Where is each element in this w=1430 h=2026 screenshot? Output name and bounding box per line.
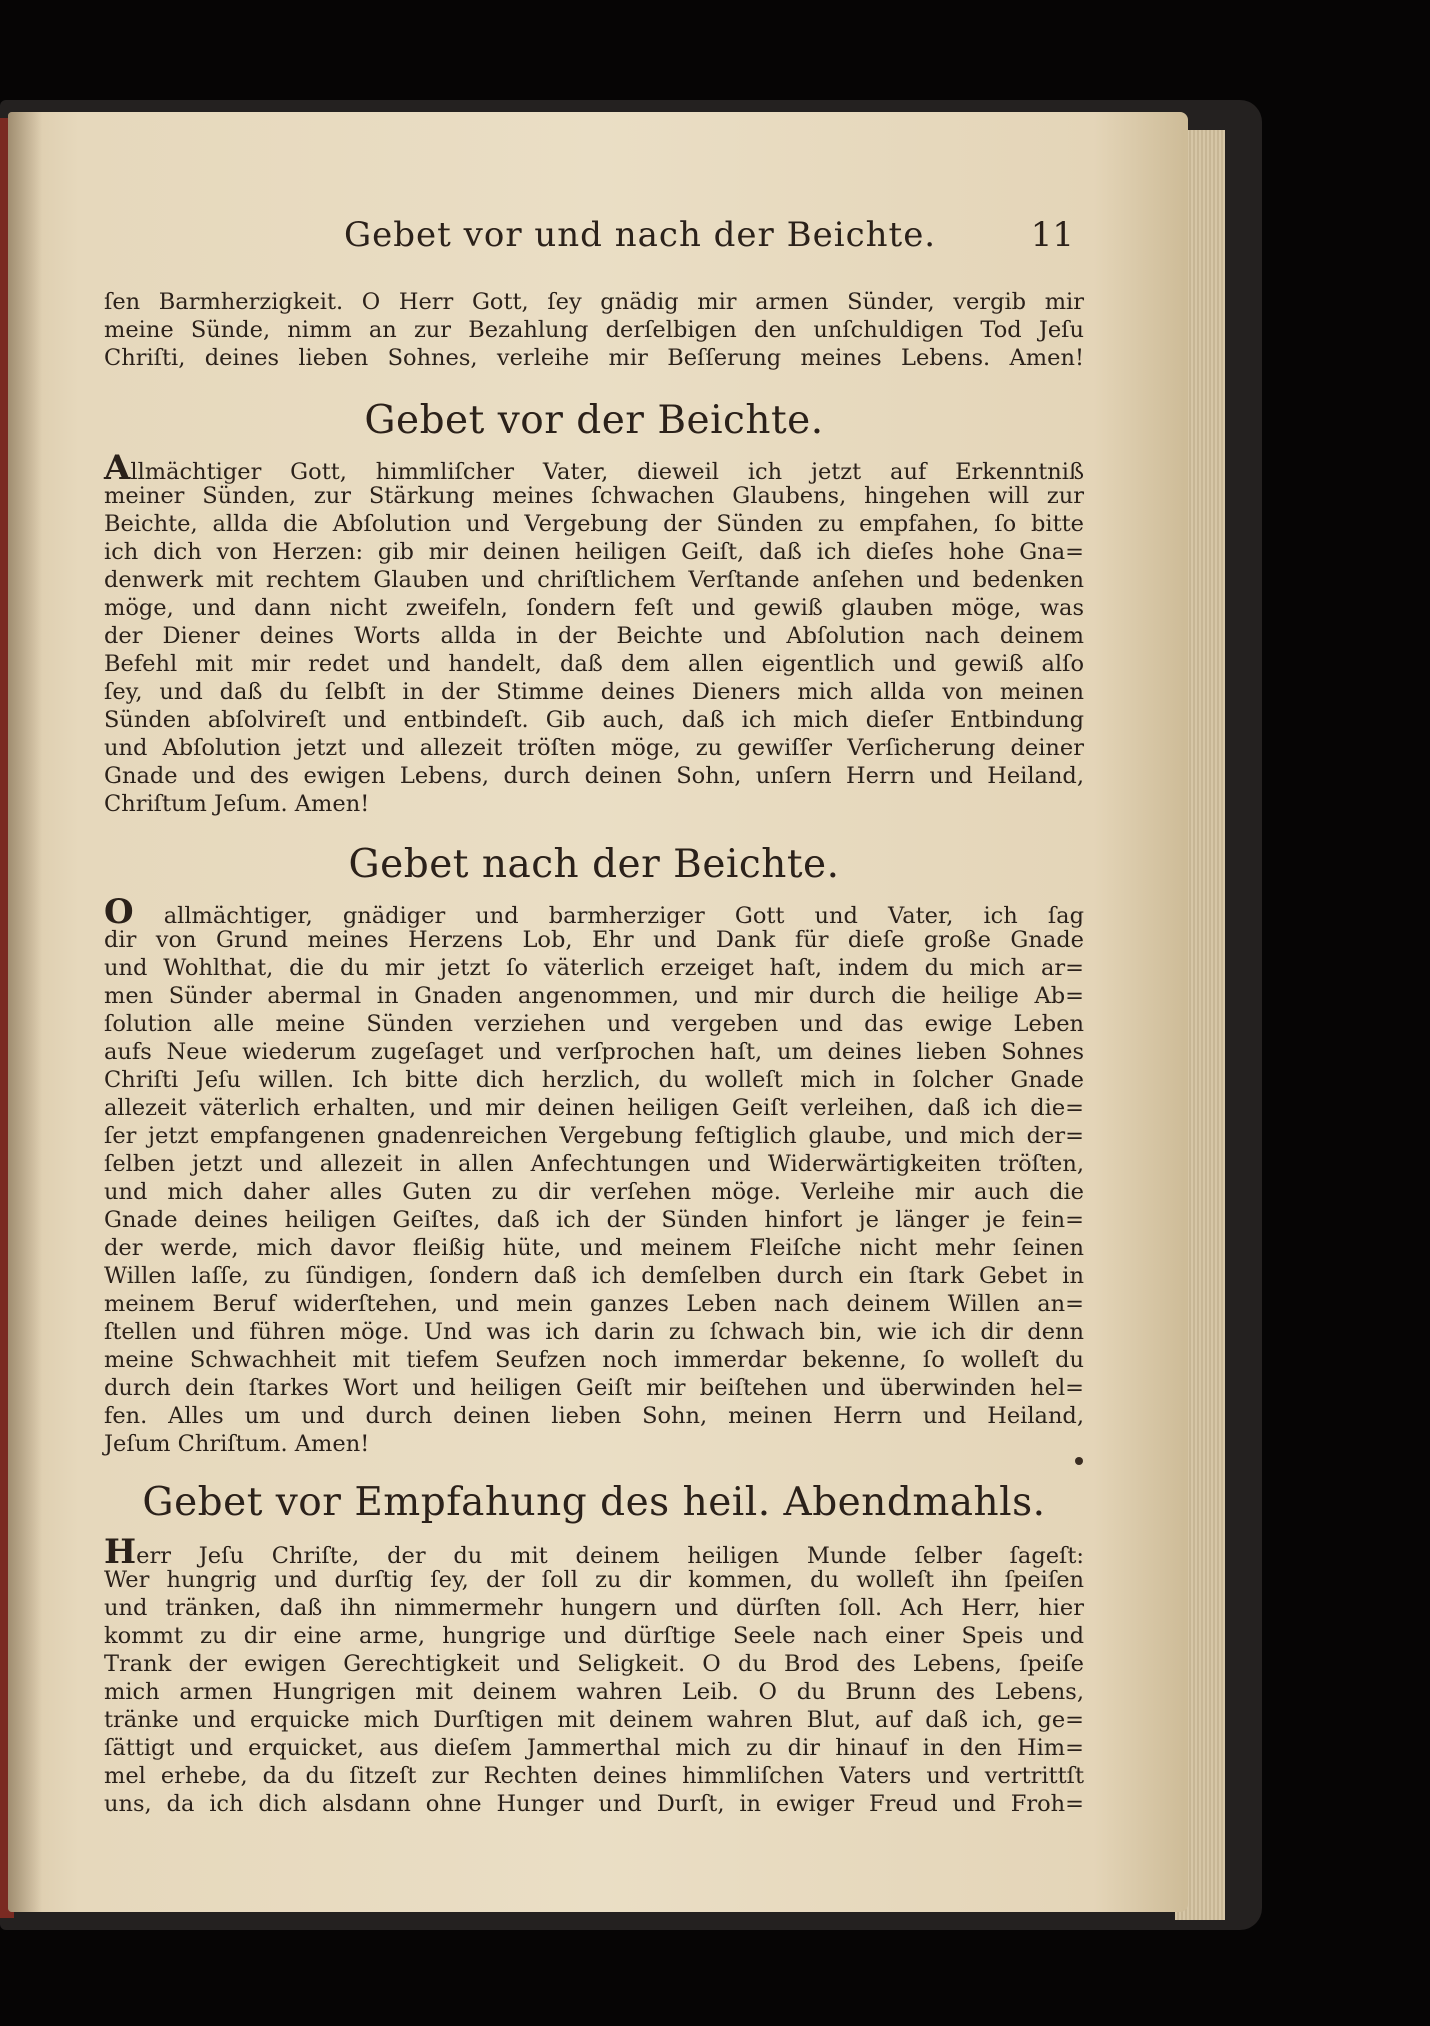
section-heading: Gebet nach der Beichte. — [348, 842, 840, 887]
text-span: llmächtiger Gott, himmliſcher Vater, dieweil ich jetzt auf Erkenntniß — [130, 459, 1084, 485]
drop-cap: A — [104, 448, 131, 488]
text-line: ſolution alle meine Sünden verziehen und vergeben und das ewige Leben — [104, 1011, 1084, 1037]
running-head: Gebet vor und nach der Beichte. — [344, 215, 937, 255]
text-line: und tränken, daß ihn nimmermehr hungern und dürſten ſoll. Ach Herr, hier — [104, 1595, 1084, 1621]
text-line: Chriſti, deines lieben Sohnes, verleihe mir Beſſerung meines Lebens. Amen! — [104, 345, 1084, 371]
text-line: und Abſolution jetzt und allezeit tröſten möge, zu gewiſſer Verſicherung deiner — [104, 735, 1084, 761]
text-line: men Sünder abermal in Gnaden angenommen, und mir durch die heilige Ab= — [104, 983, 1084, 1009]
text-line: denwerk mit rechtem Glauben und chriſtlichem Verſtande anſehen und bedenken — [104, 567, 1084, 593]
text-line: Gnade und des ewigen Lebens, durch deinen Sohn, unſern Herrn und Heiland, — [104, 763, 1084, 789]
text-line: dir von Grund meines Herzens Lob, Ehr und Dank für dieſe große Gnade — [104, 927, 1084, 953]
text-line: ſen Barmherzigkeit. O Herr Gott, ſey gnädig mir armen Sünder, vergib mir — [104, 289, 1084, 315]
text-line: ſtellen und führen möge. Und was ich darin zu ſchwach bin, wie ich dir denn — [104, 1319, 1084, 1345]
text-line: uns, da ich dich alsdann ohne Hunger und Durſt, in ewiger Freud und Froh= — [104, 1791, 1084, 1817]
text-line: kommt zu dir eine arme, hungrige und dürſtige Seele nach einer Speis und — [104, 1623, 1084, 1649]
section-heading: Gebet vor Empfahung des heil. Abendmahls. — [142, 1480, 1046, 1525]
text-line — [104, 892, 1084, 932]
text-line: fen. Alles um und durch deinen lieben Sohn, meinen Herrn und Heiland, — [104, 1403, 1084, 1429]
text-line: Willen laſſe, zu ſündigen, ſondern daß ich demſelben durch ein ſtark Gebet in — [104, 1263, 1084, 1289]
text-line: Jeſum Chriſtum. Amen! — [104, 1431, 370, 1457]
text-line — [104, 1532, 1084, 1572]
text-line: ſättigt und erquicket, aus dieſem Jammerthal mich zu dir hinauf in den Him= — [104, 1735, 1084, 1761]
ink-dot — [1075, 1457, 1083, 1465]
text-line: durch dein ſtarkes Wort und heiligen Geiſt mir beiſtehen und überwinden hel= — [104, 1375, 1084, 1401]
text-line: ich dich von Herzen: gib mir deinen heiligen Geiſt, daß ich dieſes hohe Gna= — [104, 539, 1084, 565]
text-line: Gnade deines heiligen Geiſtes, daß ich der Sünden hinfort je länger je fein= — [104, 1207, 1084, 1233]
gutter-shadow — [8, 112, 42, 1912]
text-line: Befehl mit mir redet und handelt, daß dem allen eigentlich und gewiß alſo — [104, 651, 1084, 677]
text-span: err Jeſu Chriſte, der du mit deinem heiligen Munde ſelber ſageſt: — [136, 1543, 1084, 1569]
section-heading: Gebet vor der Beichte. — [364, 398, 824, 443]
text-line: Wer hungrig und durſtig ſey, der ſoll zu dir kommen, du wolleſt ihn ſpeiſen — [104, 1567, 1084, 1593]
text-line: ſelben jetzt und allezeit in allen Anfechtungen und Widerwärtigkeiten tröſten, — [104, 1151, 1084, 1177]
text-line: Beichte, allda die Abſolution und Vergebung der Sünden zu empfahen, ſo bitte — [104, 511, 1084, 537]
text-line: Chriſti Jeſu willen. Ich bitte dich herzlich, du wolleſt mich in ſolcher Gnade — [104, 1067, 1084, 1093]
text-line — [104, 448, 1084, 488]
text-line: Chriſtum Jeſum. Amen! — [104, 791, 370, 817]
text-line: tränke und erquicke mich Durſtigen mit deinem wahren Blut, auf daß ich, ge= — [104, 1707, 1084, 1733]
text-line: mich armen Hungrigen mit deinem wahren Leib. O du Brunn des Lebens, — [104, 1679, 1084, 1705]
text-line: der werde, mich davor fleißig hüte, und meinem Fleiſche nicht mehr ſeinen — [104, 1235, 1084, 1261]
text-line: und mich daher alles Guten zu dir verſehen möge. Verleihe mir auch die — [104, 1179, 1084, 1205]
text-line: meine Sünde, nimm an zur Bezahlung derſelbigen den unſchuldigen Tod Jeſu — [104, 317, 1084, 343]
text-span: allmächtiger, gnädiger und barmherziger Gott und Vater, ich ſag — [133, 903, 1084, 929]
text-line: möge, und dann nicht zweifeln, ſondern feſt und gewiß glauben möge, was — [104, 595, 1084, 621]
text-line: der Diener deines Worts allda in der Beichte und Abſolution nach deinem — [104, 623, 1084, 649]
text-line: Trank der ewigen Gerechtigkeit und Seligkeit. O du Brod des Lebens, ſpeiſe — [104, 1651, 1084, 1677]
text-line: ſer jetzt empfangenen gnadenreichen Vergebung feſtiglich glaube, und mich der= — [104, 1123, 1084, 1149]
text-line: aufs Neue wiederum zugeſaget und verſprochen haſt, um deines lieben Sohnes — [104, 1039, 1084, 1065]
text-line: mel erhebe, da du ſitzeſt zur Rechten deines himmliſchen Vaters und vertrittſt — [104, 1763, 1084, 1789]
drop-cap: H — [104, 1532, 137, 1572]
drop-cap: O — [104, 892, 134, 932]
text-line: und Wohlthat, die du mir jetzt ſo väterlich erzeiget haſt, indem du mich ar= — [104, 955, 1084, 981]
text-line: allezeit väterlich erhalten, und mir deinen heiligen Geiſt verleihen, daß ich die= — [104, 1095, 1084, 1121]
page-number: 11 — [1030, 215, 1074, 255]
text-line: meiner Sünden, zur Stärkung meines ſchwachen Glaubens, hingehen will zur — [104, 483, 1084, 509]
text-line: ſey, und daß du ſelbſt in der Stimme deines Dieners mich allda von meinen — [104, 679, 1084, 705]
text-line: meinem Beruf widerſtehen, und mein ganzes Leben nach deinem Willen an= — [104, 1291, 1084, 1317]
text-line: Sünden abſolvireſt und entbindeſt. Gib auch, daß ich mich dieſer Entbindung — [104, 707, 1084, 733]
book-page — [8, 112, 1188, 1912]
text-line: meine Schwachheit mit tiefem Seufzen noch immerdar bekenne, ſo wolleſt du — [104, 1347, 1084, 1373]
